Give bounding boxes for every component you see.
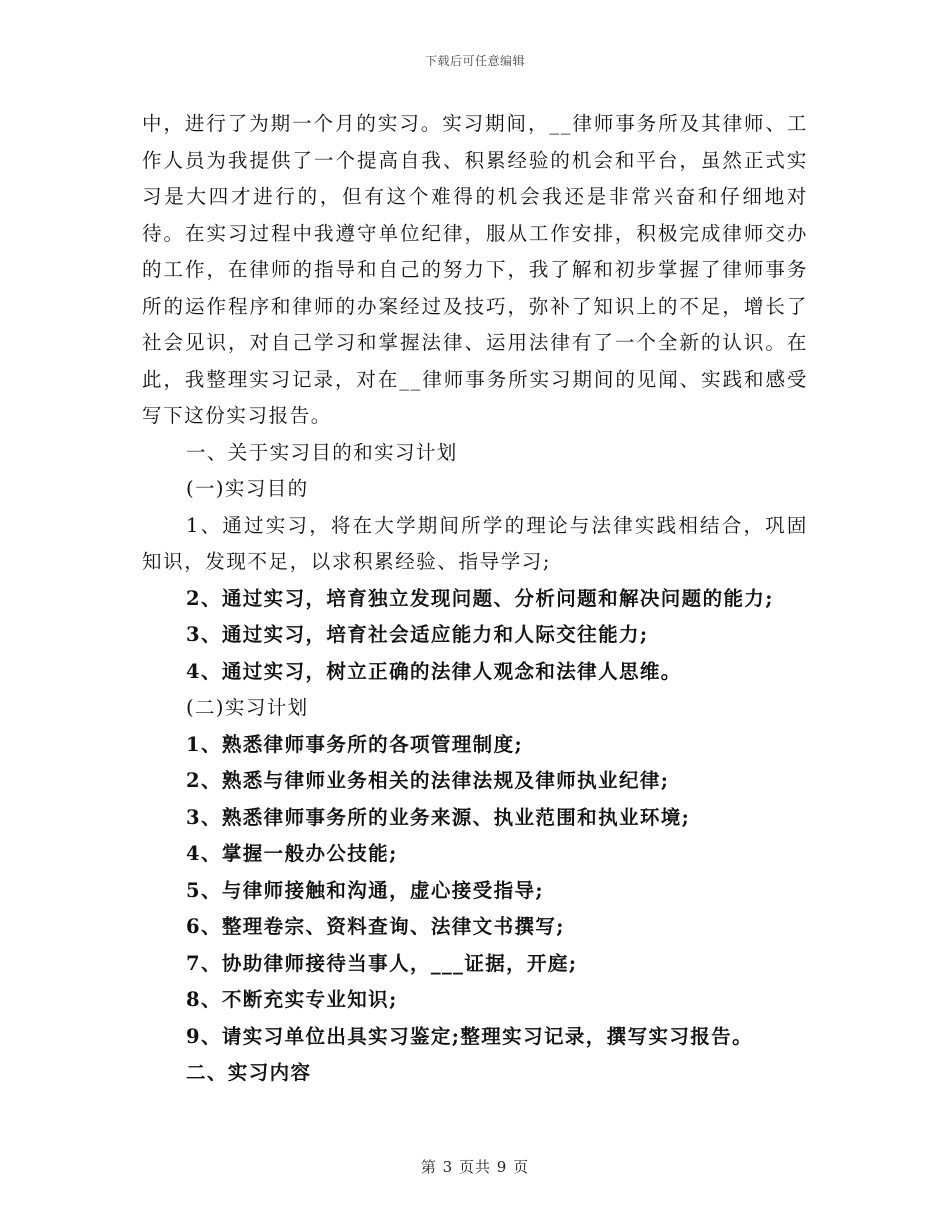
- plan-item-8: 8、不断充实专业知识;: [186, 988, 398, 1011]
- goal-item-4: 4、通过实习，树立正确的法律人观念和法律人思维。: [186, 659, 682, 683]
- plan-item-9: 9、请实习单位出具实习鉴定;整理实习记录，撰写实习报告。: [186, 1024, 753, 1048]
- page-number: 第 3 页共 9 页: [420, 1158, 530, 1176]
- goal-item-3: 3、通过实习，培育社会适应能力和人际交往能力;: [186, 623, 649, 646]
- document-body: [142, 106, 808, 1092]
- goal-item-1: 1、通过实习，将在大学期间所学的理论与法律实践相结合，巩固知识，发现不足，以求积累经验、指导学习;: [142, 513, 808, 573]
- intro-paragraph: 中，进行了为期一个月的实习。实习期间，__律师事务所及其律师、工作人员为我提供了一个提高自我、积累经验的机会和平台，虽然正式实习是大四才进行的，但有这个难得的机会我还是非常兴奋和仔细地对待。在实习过程中我遵守单位纪律，服从工作安排，积极完成律师交办的工作，在律师的指导和自己的努力下，我了解和初步掌握了律师事务所的运作程序和律师的办案经过及技巧，弥补了知识上的不足，增长了社会见识，对自己学习和掌握法律、运用法律有了一个全新的认识。在此，我整理实习记录，对在__律师事务所实习期间的见闻、实践和感受写下这份实习报告。: [142, 112, 808, 427]
- plan-item-5: 5、与律师接触和沟通，虚心接受指导;: [186, 878, 544, 902]
- plan-item-7: 7、协助律师接待当事人，___证据，开庭;: [186, 951, 578, 975]
- plan-item-2: 2、熟悉与律师业务相关的法律法规及律师执业纪律;: [186, 769, 670, 792]
- section-heading-content: 二、实习内容: [186, 1061, 312, 1084]
- plan-item-3: 3、熟悉律师事务所的业务来源、执业范围和执业环境;: [186, 805, 691, 829]
- plan-item-1: 1、熟悉律师事务所的各项管理制度;: [186, 732, 524, 756]
- subheading-goals: (一)实习目的: [186, 477, 309, 500]
- plan-item-4: 4、掌握一般办公技能;: [186, 842, 398, 865]
- goal-item-2: 2、通过实习，培育独立发现问题、分析问题和解决问题的能力;: [186, 586, 774, 610]
- page-header: 下载后可任意编辑: [424, 54, 525, 68]
- plan-item-6: 6、整理卷宗、资料查询、法律文书撰写;: [186, 915, 565, 938]
- subheading-plan: (二)实习计划: [186, 696, 309, 719]
- section-heading-goals-plan: 一、关于实习目的和实习计划: [186, 440, 458, 464]
